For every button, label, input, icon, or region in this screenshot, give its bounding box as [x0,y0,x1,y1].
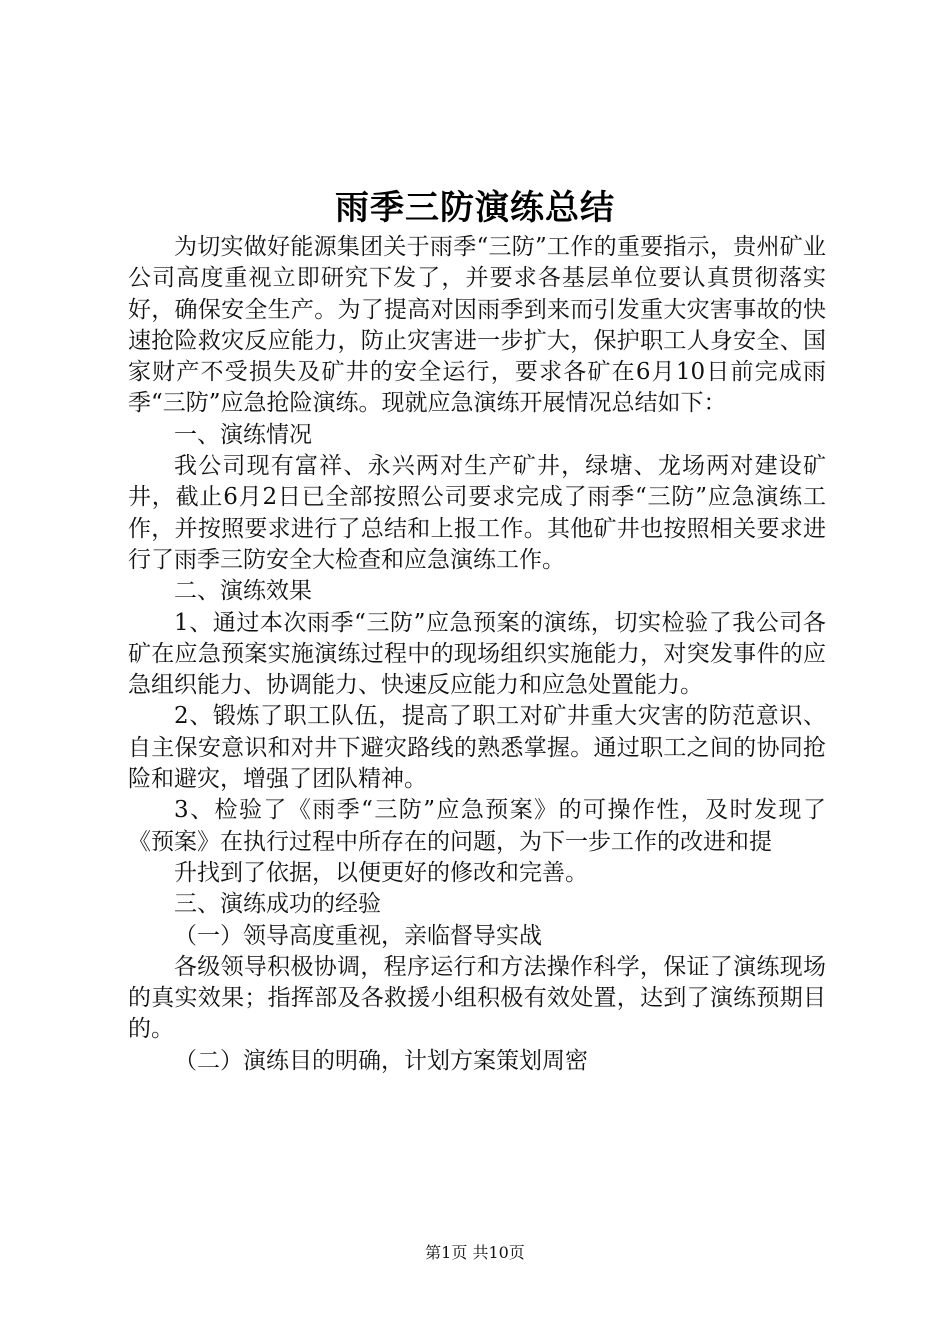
document-body [128,232,826,1077]
paragraph-effect-3: 3、检验了《雨季“三防”应急预案》的可操作性，及时发现了《预案》在执行过程中所存在的问题，为下一步工作的改进和提 [128,797,826,855]
subheading-1: （一）领导高度重视，亲临督导实战 [174,922,542,949]
document-title: 雨季三防演练总结 [335,188,615,228]
paragraph-effect-3-continued: 升找到了依据，以便更好的修改和完善。 [174,859,588,886]
page-number-footer: 第1页 共10页 [425,1243,525,1262]
section-heading-2: 二、演练效果 [174,578,312,605]
section-heading-3: 三、演练成功的经验 [174,891,381,918]
subheading-2: （二）演练目的明确，计划方案策划周密 [174,1047,588,1074]
paragraph-effect-1: 1、通过本次雨季“三防”应急预案的演练，切实检验了我公司各矿在应急预案实施演练过程中的现场组织实施能力，对突发事件的应急组织能力、协调能力、快速反应能力和应急处置能力。 [128,609,826,699]
paragraph-effect-2: 2、锻炼了职工队伍，提高了职工对矿井重大灾害的防范意识、自主保安意识和对井下避灾路线的熟悉掌握。通过职工之间的协同抢险和避灾，增强了团队精神。 [128,703,826,793]
paragraph-experience-1: 各级领导积极协调，程序运行和方法操作科学，保证了演练现场的真实效果；指挥部及各救援小组积极有效处置，达到了演练预期目的。 [128,953,826,1043]
paragraph-drill-status: 我公司现有富祥、永兴两对生产矿井，绿塘、龙场两对建设矿井，截止6月2日已全部按照公司要求完成了雨季“三防”应急演练工作，并按照要求进行了总结和上报工作。其他矿井也按照相关要求进行了雨季三防安全大检查和应急演练工作。 [128,453,826,573]
section-heading-1: 一、演练情况 [174,421,312,448]
paragraph-intro: 为切实做好能源集团关于雨季“三防”工作的重要指示，贵州矿业公司高度重视立即研究下发了，并要求各基层单位要认真贯彻落实好，确保安全生产。为了提高对因雨季到来而引发重大灾害事故的快速抢险救灾反应能力，防止灾害进一步扩大，保护职工人身安全、国家财产不受损失及矿井的安全运行，要求各矿在6月10日前完成雨季“三防”应急抢险演练。现就应急演练开展情况总结如下： [128,234,826,417]
